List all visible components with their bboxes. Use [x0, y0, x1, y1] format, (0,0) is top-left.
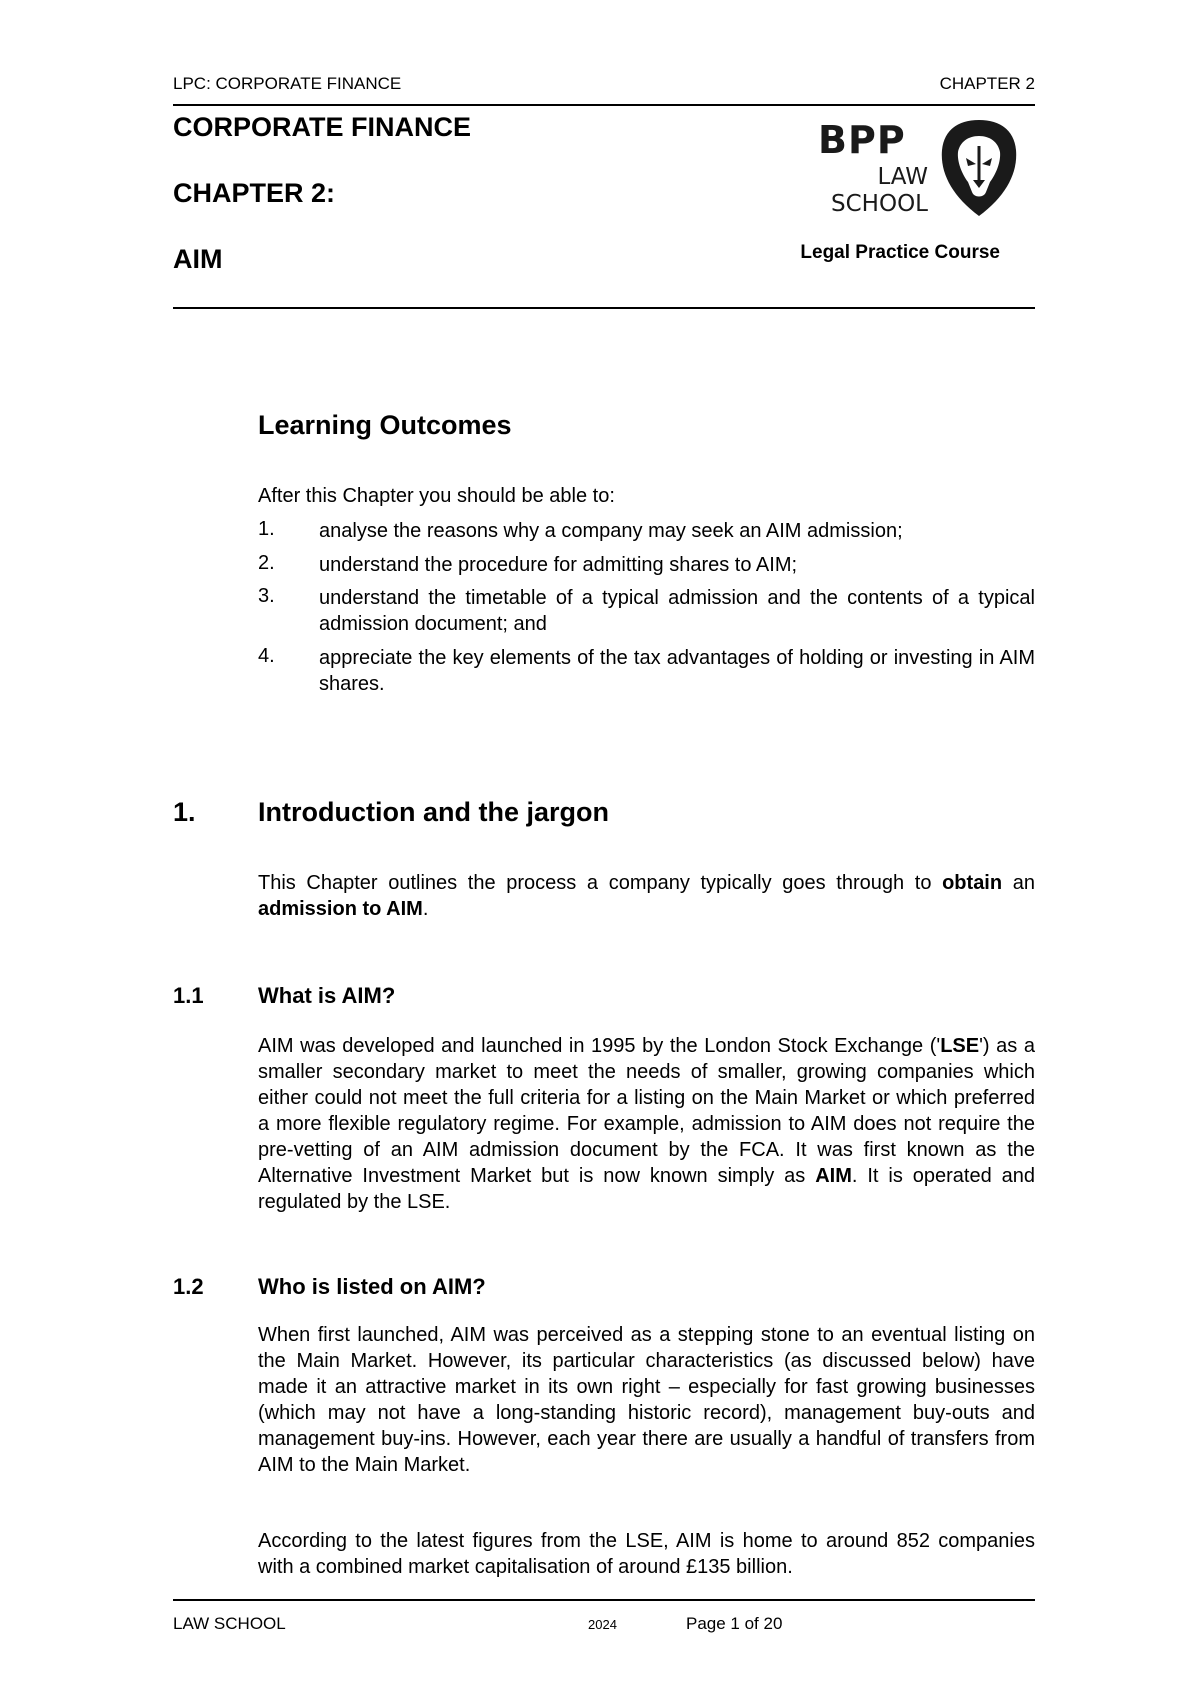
lion-shield-icon	[938, 118, 1020, 218]
footer-left: LAW SCHOOL	[173, 1614, 286, 1633]
subsection-heading: Who is listed on AIM?	[258, 1274, 486, 1299]
bold-term: AIM	[815, 1165, 852, 1187]
outcome-number: 4.	[258, 645, 275, 667]
logo-law: LAW	[877, 164, 928, 190]
bold-term: obtain	[942, 872, 1003, 894]
outcome-text: understand the timetable of a typical admission and the contents of a typical admission document; and	[319, 587, 1035, 635]
subsection-number: 1.1	[173, 983, 204, 1008]
running-header-left: LPC: CORPORATE FINANCE	[173, 74, 402, 93]
outcome-text: appreciate the key elements of the tax advantages of holding or investing in AIM shares.	[319, 647, 1035, 695]
latest-figures-paragraph: According to the latest figures from the LSE, AIM is home to around 852 companies with a combined market capitalisation of around £135 billion.	[258, 1530, 1035, 1578]
outcome-number: 2.	[258, 552, 275, 574]
outcome-number: 3.	[258, 585, 275, 607]
logo-school: SCHOOL	[831, 191, 928, 217]
subsection-number: 1.2	[173, 1274, 204, 1299]
logo-law-school-text	[818, 164, 928, 218]
outcome-text: analyse the reasons why a company may seek an AIM admission;	[319, 520, 903, 542]
course-title: CORPORATE FINANCE	[173, 112, 472, 142]
page-number: Page 1 of 20	[686, 1614, 783, 1633]
subsection-heading: What is AIM?	[258, 983, 396, 1008]
footer-year: 2024	[588, 1617, 617, 1632]
footer-rule	[173, 1599, 1035, 1601]
section-intro-paragraph: This Chapter outlines the process a company typically goes through to obtain an admission to AIM.	[258, 872, 1035, 920]
what-is-aim-paragraph: AIM was developed and launched in 1995 by the London Stock Exchange ('LSE') as a smaller secondary market to meet the needs of smaller, growing companies which either could not meet the full criteria for a listing on the Main Market or which preferred a more flexible regulatory regime. For example, admission to AIM does not require the pre-vetting of an AIM admission document by the FCA. It was first known as the Alternative Investment Market but is now known simply as AIM. It is operated and regulated by the LSE.	[258, 1035, 1035, 1213]
running-header-right: CHAPTER 2	[939, 74, 1035, 93]
title-rule	[173, 307, 1035, 309]
bold-term: admission to AIM	[258, 898, 423, 920]
chapter-label: CHAPTER 2:	[173, 178, 336, 208]
outcome-number: 1.	[258, 518, 275, 540]
learning-outcomes-intro: After this Chapter you should be able to:	[258, 485, 615, 507]
logo-bpp-text: BPP	[818, 118, 906, 162]
bold-term: LSE	[940, 1035, 980, 1057]
learning-outcomes-heading: Learning Outcomes	[258, 410, 512, 440]
outcome-text: understand the procedure for admitting shares to AIM;	[319, 554, 798, 576]
section-number: 1.	[173, 797, 196, 827]
section-heading: Introduction and the jargon	[258, 797, 609, 827]
who-is-listed-paragraph: When first launched, AIM was perceived as a stepping stone to an eventual listing on the Main Market. However, its particular characteristics (as discussed below) have made it an attractive market in its own right – especially for fast growing businesses (which may not have a long-standing historic record), management buy-outs and management buy-ins. However, each year there are usually a handful of transfers from AIM to the Main Market.	[258, 1324, 1035, 1476]
bpp-law-school-logo	[818, 118, 1018, 218]
chapter-title: AIM	[173, 244, 223, 274]
legal-practice-course-label: Legal Practice Course	[800, 242, 1000, 263]
header-rule	[173, 104, 1035, 106]
